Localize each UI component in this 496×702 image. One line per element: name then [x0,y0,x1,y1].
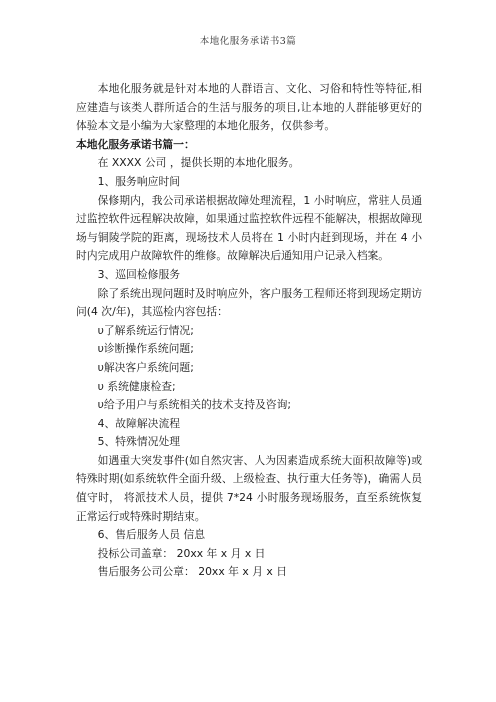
list-item: υ 系统健康检查; [97,379,176,393]
section-5-title: 5、特殊情况处理 [97,435,181,449]
section-6-title: 6、售后服务人员 信息 [97,528,206,542]
company-line: 在 XXXX 公司 ，提供长期的本地化服务。 [97,156,300,170]
section-5-body: 如遇重大突发事件(如自然灾害、人为因素造成系统大面积故障等)或特殊时期(如系统软件全面升级、上级检查、执行重大任务等)，确需人员值守时， 将派技术人员，提供 7*24 小时服务现场服务，直至系统恢复正常运行或特殊时期结束。 [76,453,422,523]
document-title: 本地化服务承诺书3篇 [199,36,297,47]
service-company-stamp-line: 售后服务公司公章： 20xx 年 x 月 x 日 [97,565,288,579]
section-3-title: 3、巡回检修服务 [97,267,181,281]
list-item: υ解决客户系统问题; [97,360,194,374]
intro-paragraph: 本地化服务就是针对本地的人群语言、文化、习俗和特性等特征,相应建造与该类人群所适合的生活与服务的项目,让本地的人群能够更好的体验本文是小编为大家整理的本地化服务，仅供参考。 [76,82,422,133]
list-item: υ给予用户与系统相关的技术支持及咨询; [97,398,292,412]
section-heading: 本地化服务承诺书篇一： [76,137,195,151]
section-1-title: 1、服务响应时间 [97,174,181,188]
list-item: υ了解系统运行情况; [97,323,194,337]
list-item: υ诊断操作系统问题; [97,342,194,356]
section-3-body: 除了系统出现问题时及时响应外，客户服务工程师还将到现场定期访问(4 次/年)，其巡检内容包括： [76,286,422,319]
bidder-stamp-line: 投标公司盖章： 20xx 年 x 月 x 日 [97,546,266,560]
section-4-title: 4、故障解决流程 [97,416,181,430]
document-body [76,80,422,582]
section-1-body: 保修期内，我公司承诺根据故障处理流程，1 小时响应，常驻人员通过监控软件远程解决故障，如果通过监控软件远程不能解决，根据故障现场与铜陵学院的距离，现场技术人员将在 1 小时内赶到现场，并在 4 小时内完成用户故障软件的维修。故障解决后通知用户记录入档案。 [76,193,422,263]
